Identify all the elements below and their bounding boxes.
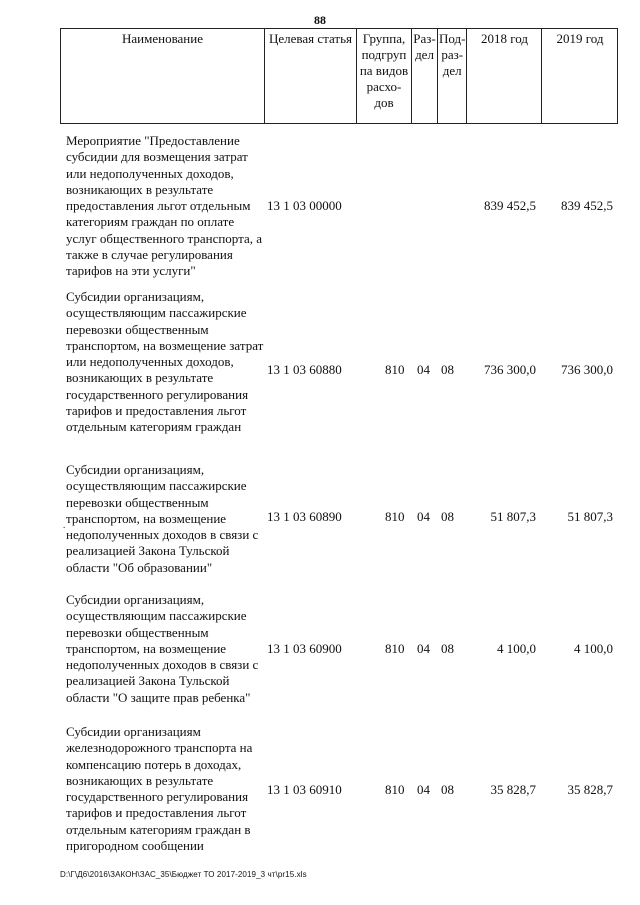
row-target: 13 1 03 60900	[267, 641, 342, 656]
header-section: Раз- дел	[412, 29, 438, 124]
row-value-2018: 35 828,7	[490, 782, 536, 797]
row-subsection: 08	[441, 362, 454, 377]
row-value-2019: 51 807,3	[567, 509, 613, 524]
row-section: 04	[417, 362, 430, 377]
row-target: 13 1 03 60880	[267, 362, 342, 377]
row-value-2018: 736 300,0	[484, 362, 536, 377]
row-name: Субсидии организациям железнодорожного транспорта на компенсацию потерь в доходах, возникающих в результате государственного регулирования тарифов и предоставления льгот отдельным категориям граждан в пригородном сообщении	[66, 724, 253, 854]
row-group: 810	[385, 362, 405, 377]
row-target: 13 1 03 60910	[267, 782, 342, 797]
header-2019: 2019 год	[542, 29, 618, 124]
file-path-footer: D:\Г\Д6\2016\ЗАКОН\ЗАС_35\Бюджет ТО 2017-2019_3 чт\pr15.xls	[60, 870, 307, 879]
header-target: Целевая статья	[265, 29, 357, 124]
row-group: 810	[385, 509, 405, 524]
row-group: 810	[385, 641, 405, 656]
row-value-2019: 35 828,7	[567, 782, 613, 797]
table-header	[60, 28, 618, 124]
row-name: Субсидии организациям, осуществляющим пассажирские перевозки общественным транспортом, на возмещение недополученных доходов в связи с реализацией Закона Тульской области "Об образовании"	[66, 462, 259, 575]
header-2018: 2018 год	[467, 29, 542, 124]
row-subsection: 08	[441, 641, 454, 656]
row-name: Субсидии организациям, осуществляющим пассажирские перевозки общественным транспортом, на возмещение недополученных доходов в связи с реализацией Закона Тульской области "О защите прав ребенка"	[66, 592, 259, 705]
row-subsection: 08	[441, 782, 454, 797]
row-value-2019: 839 452,5	[561, 198, 613, 213]
scan-dot: .	[63, 520, 66, 530]
row-target: 13 1 03 00000	[267, 198, 342, 213]
header-group: Группа, подгруп па видов расхо- дов	[357, 29, 412, 124]
row-value-2019: 4 100,0	[574, 641, 613, 656]
header-name: Наименование	[61, 29, 265, 124]
row-value-2019: 736 300,0	[561, 362, 613, 377]
row-subsection: 08	[441, 509, 454, 524]
row-value-2018: 51 807,3	[490, 509, 536, 524]
row-name: Мероприятие "Предоставление субсидии для возмещения затрат или недополученных доходов, возникающих в результате предоставления льгот отдельным категориям граждан по оплате услуг общественного транспорта, а также в случае регулирования тарифов на эти услуги"	[66, 133, 263, 279]
row-target: 13 1 03 60890	[267, 509, 342, 524]
row-name: Субсидии организациям, осуществляющим пассажирские перевозки общественным транспортом, на возмещение затрат или недополученных доходов, возникающих в результате государственного регулирования тарифов и предоставления льгот отдельным категориям граждан	[66, 289, 264, 435]
row-value-2018: 4 100,0	[497, 641, 536, 656]
row-section: 04	[417, 641, 430, 656]
row-value-2018: 839 452,5	[484, 198, 536, 213]
header-subsection: Под- раз- дел	[438, 29, 467, 124]
page-number: 88	[314, 13, 326, 27]
row-section: 04	[417, 509, 430, 524]
row-group: 810	[385, 782, 405, 797]
row-section: 04	[417, 782, 430, 797]
